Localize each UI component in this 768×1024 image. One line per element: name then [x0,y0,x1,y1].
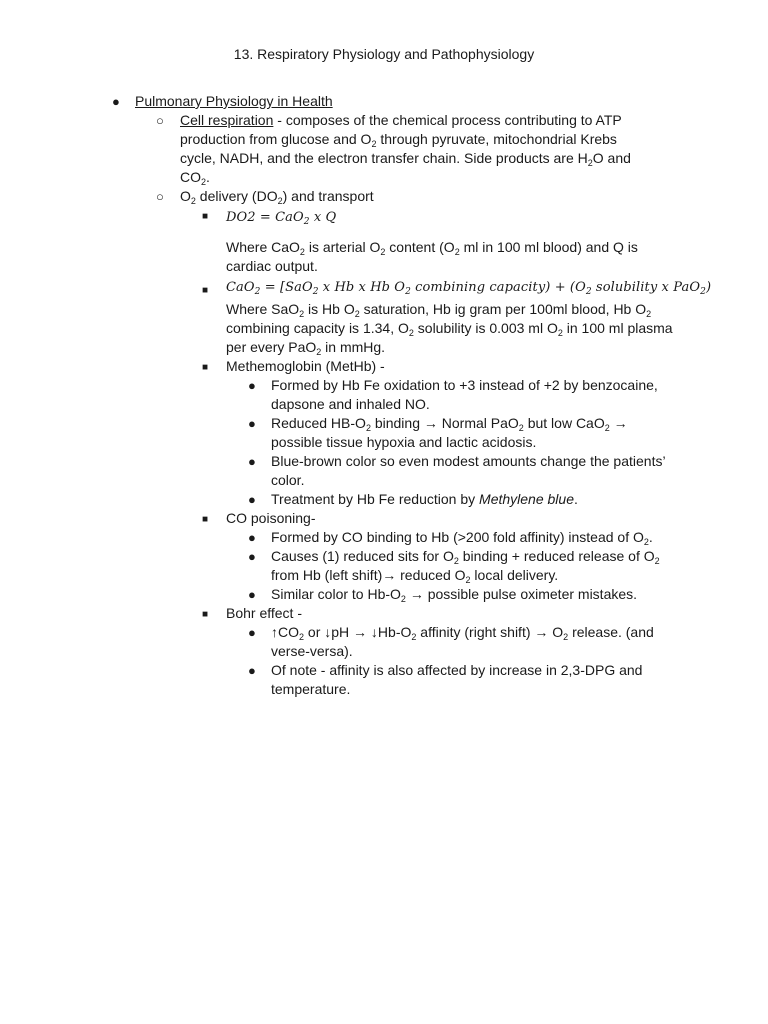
filled-bullet-icon: ● [248,663,256,678]
list-item-co-color: ● Similar color to $Hb-O_2$ → possible pulse oximeter mistakes. [248,586,638,604]
filled-bullet-icon: ● [248,530,256,545]
filled-bullet-icon: ● [112,94,120,109]
cao2-equation: CaO$_2$ = [SaO$_2$ x Hb x Hb $O_2$ combining capacity) + ($O_2$ solubility x PaO$_2$) [226,280,712,297]
do2-explanation: Where CaO$_2$ is arterial $O_2$ content ($O_2$ ml in 100 ml blood) and Q is cardiac output. [226,239,638,274]
list-item-do2-equation [202,206,681,276]
notes-outline [0,92,768,699]
filled-bullet-icon: ● [248,378,256,393]
list-item-methb-binding: ● Reduced $HB-O_2$ binding → Normal PaO$_2$ but low CaO$_2$ → possible tissue hypoxia and lactic acidosis. [248,415,628,450]
list-item-co-causes: ● Causes (1) reduced sits for $O_2$ binding + reduced release of $O_2$ from Hb (left shift)→ reduced $O_2$ local delivery. [248,548,660,585]
list-item-bohr-note: ● Of note - affinity is also affected by increase in 2,3-DPG and temperature. [248,662,643,697]
do2-equation: DO2 = CaO$_2$ x Q [226,210,337,227]
cao2-explanation: Where SaO$_2$ is Hb $O_2$ saturation, Hb ig gram per 100ml blood, Hb $O_2$ combining capacity is 1.34, $O_2$ solubility is 0.003 ml $O_2$ in 100 ml plasma per every PaO$_2$ in mmHg. [226,301,673,357]
square-bullet-icon: ■ [202,514,209,525]
list-item-bohr-shift: ● $↑CO_2$ or ↓pH → $↓Hb-O_2$ affinity (right shift) → $O_2$ release. (and verse-versa). [248,624,654,659]
square-bullet-icon: ■ [202,362,209,373]
list-item-cell-respiration: ○ Cell respiration - composes of the chemical process contributing to ATP production from glucose and $O_2$ through pyruvate, mitochondrial Krebs cycle, NADH, and the electron transfer chain. Side products are $H_2O$ and $CO_2$. [156,112,631,187]
square-bullet-icon: ■ [202,211,209,222]
filled-bullet-icon: ● [248,587,256,602]
list-item-pulmonary-physiology [112,92,695,111]
list-item-methb-formation: ● Formed by Hb Fe oxidation to +3 instead of +2 by benzocaine, dapsone and inhaled NO. [248,377,658,412]
filled-bullet-icon: ● [248,416,256,431]
list-item-methb-color: ● Blue-brown color so even modest amounts change the patients’ color. [248,453,666,488]
hollow-bullet-icon: ○ [156,113,164,128]
square-bullet-icon: ■ [202,609,209,620]
list-item-co-poisoning: ■ CO poisoning- [226,509,681,528]
filled-bullet-icon: ● [248,549,256,564]
list-item-cao2-equation [202,276,712,357]
section-heading: Pulmonary Physiology in Health [135,93,333,109]
list-item-co-formation: ● Formed by CO binding to Hb (>200 fold affinity) instead of $O_2$. [248,529,653,547]
filled-bullet-icon: ● [248,492,256,507]
list-item-o2-delivery: ○ $O_2$ delivery $(DO_2)$ and transport [156,188,374,206]
term-cell-respiration: Cell respiration [180,112,274,128]
page-title: 13. Respiratory Physiology and Pathophysiology [233,46,535,62]
list-item-methemoglobin: ■ Methemoglobin (MetHb) - [226,357,681,376]
filled-bullet-icon: ● [248,625,256,640]
hollow-bullet-icon: ○ [156,189,164,204]
list-item-bohr-effect: ■ Bohr effect - [226,604,681,623]
filled-bullet-icon: ● [248,454,256,469]
list-item-methb-treatment: ● Treatment by Hb Fe reduction by Methylene blue. [248,491,578,507]
square-bullet-icon: ■ [202,285,209,296]
